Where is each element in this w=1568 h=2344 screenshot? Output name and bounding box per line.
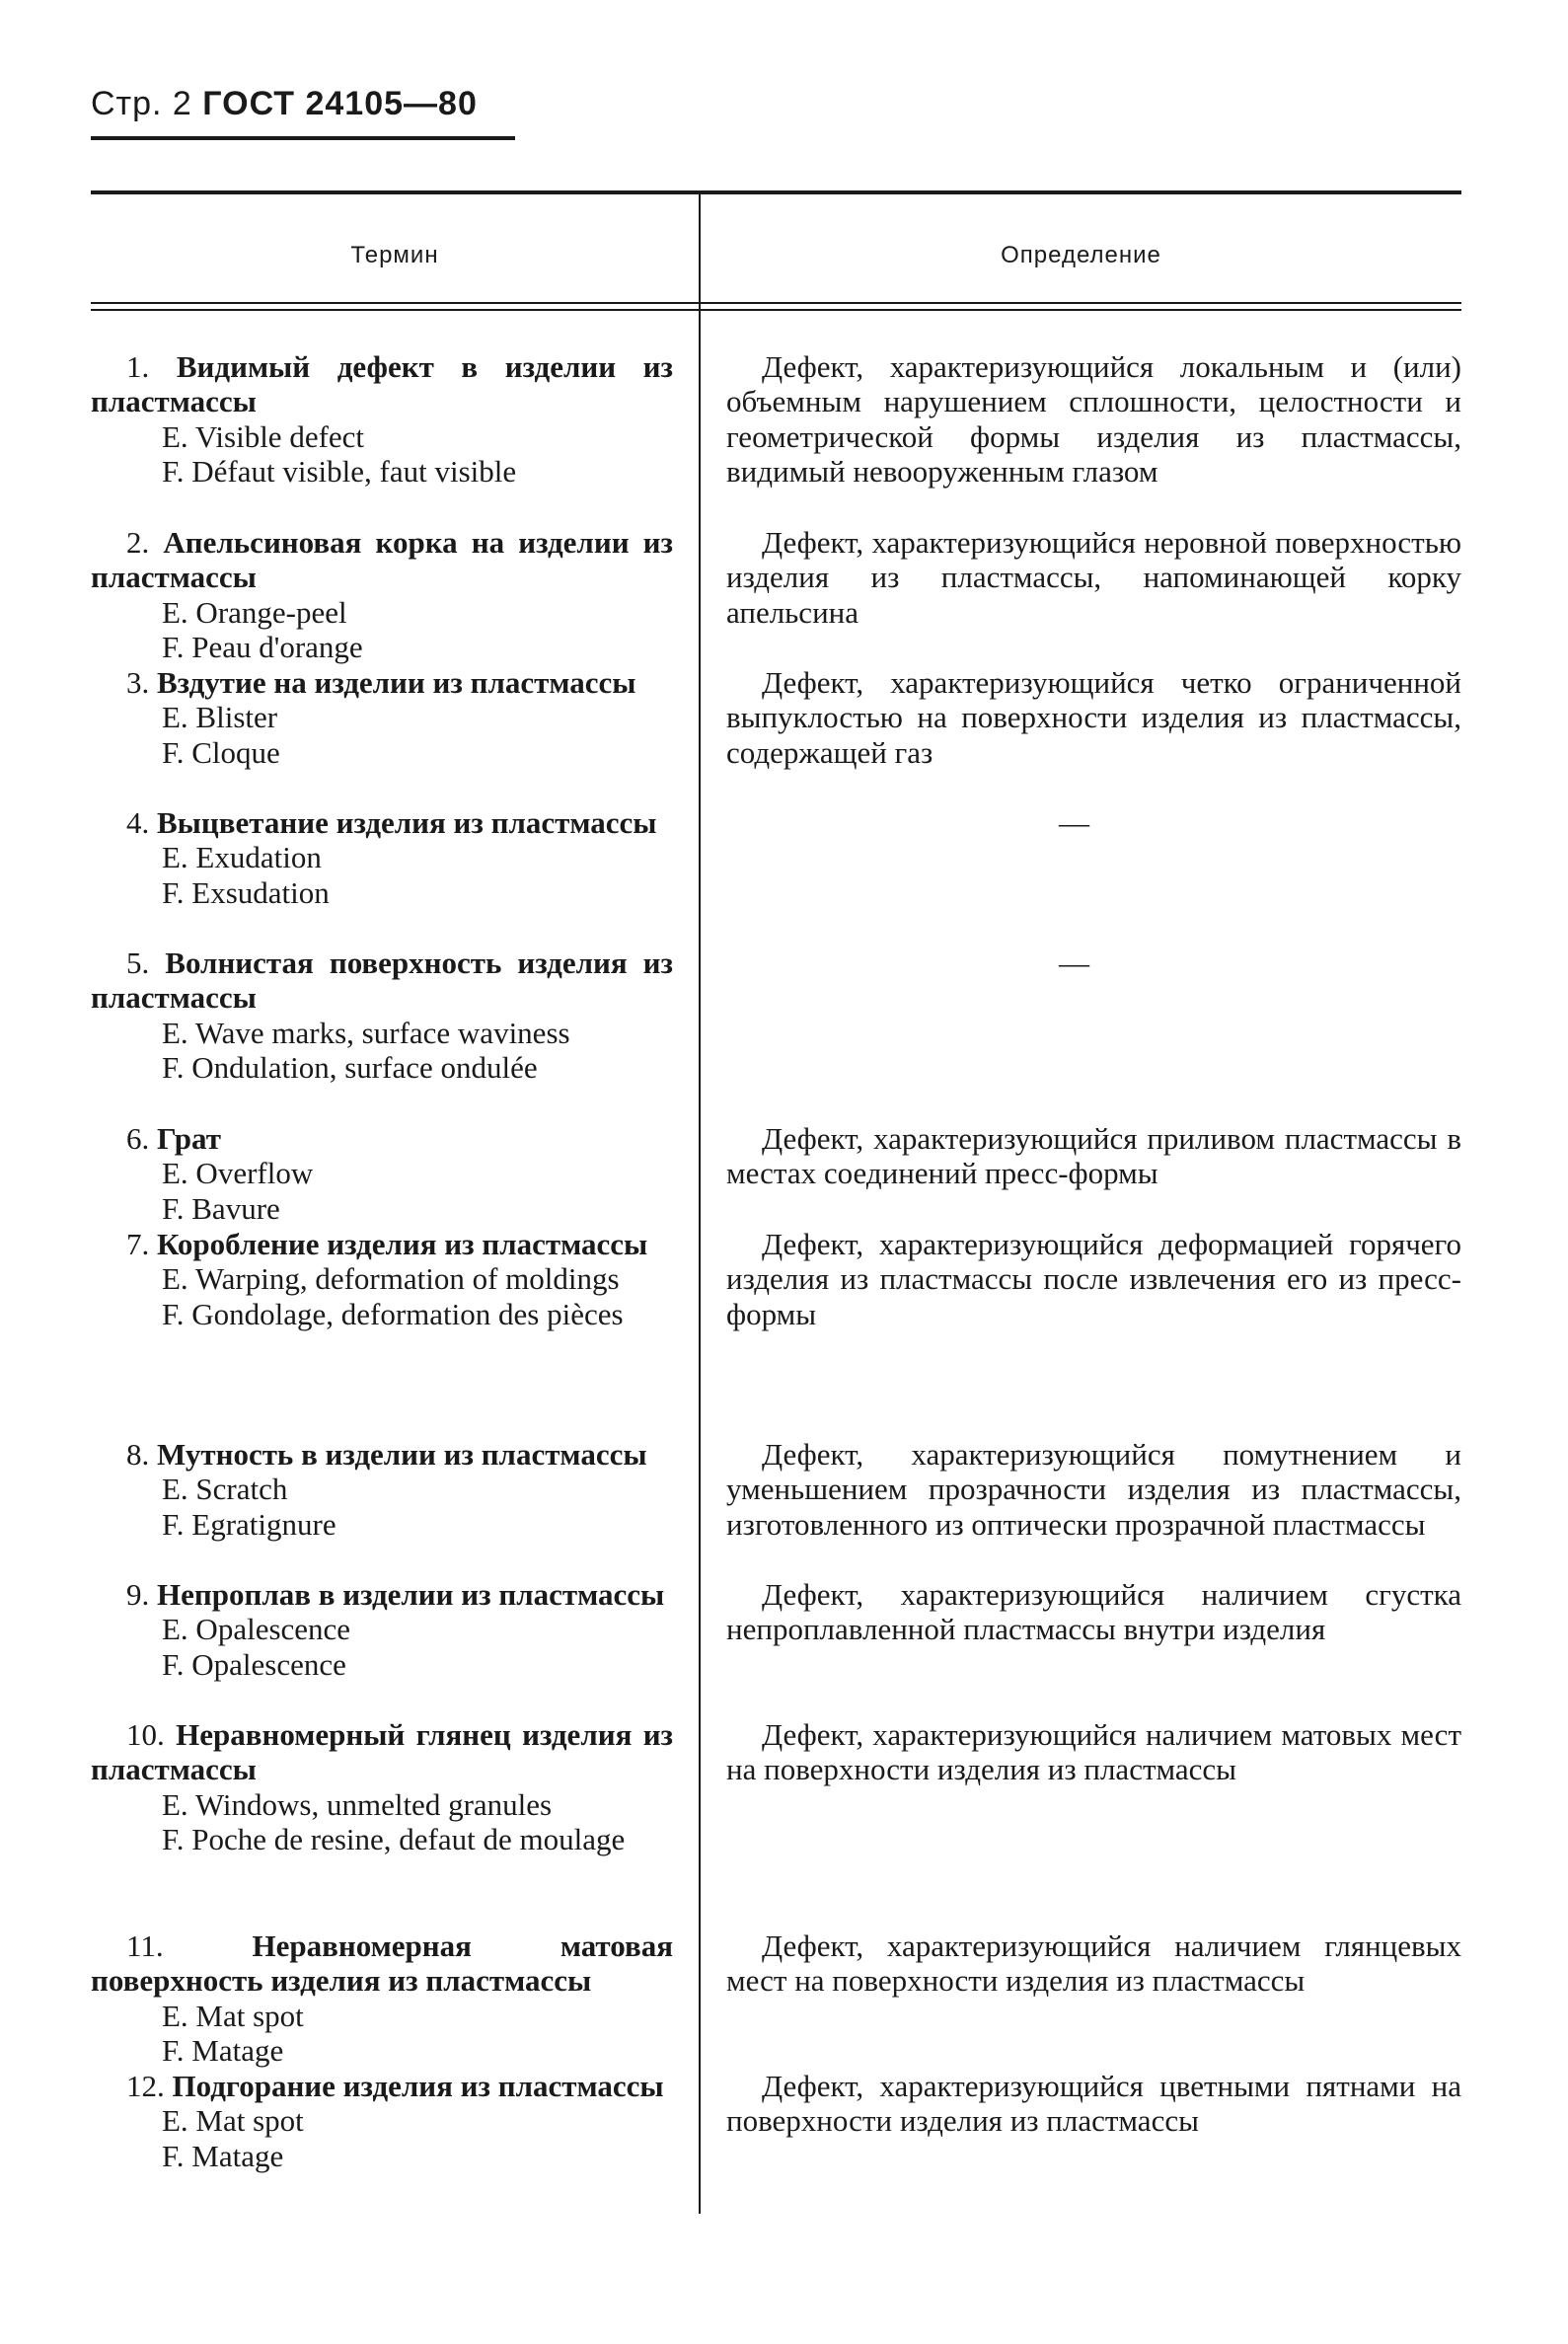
definition-text: Дефект, характеризующийся помутнением и уменьшением прозрачности изделия из пластмассы, изготовленного из оптически прозрачной пластмассы — [726, 1437, 1461, 1542]
term-heading — [91, 1577, 673, 1612]
term-english: E. Scratch — [162, 1472, 288, 1507]
column-header-term: Термин — [350, 242, 439, 268]
term-french: F. Peau d'orange — [162, 630, 363, 665]
column-header-definition: Определение — [1001, 242, 1161, 268]
definition-dash: — — [1059, 945, 1089, 980]
term-cell — [91, 1577, 673, 1682]
term-number: 9. — [126, 1577, 150, 1612]
term-number: 7. — [126, 1227, 150, 1261]
term-cell — [91, 665, 673, 770]
term-french: F. Exsudation — [162, 874, 330, 910]
term-number: 11. — [126, 1928, 164, 1963]
term-name: Выцветание изделия из пластмассы — [157, 805, 657, 840]
term-number: 8. — [126, 1437, 150, 1472]
definition-text: Дефект, характеризующийся приливом пластмассы в местах соединений пресс-формы — [726, 1121, 1461, 1191]
definition-cell — [726, 349, 1461, 490]
term-heading — [91, 1717, 673, 1787]
term-cell — [91, 349, 673, 490]
definition-text: Дефект, характеризующийся деформацией горячего изделия из пластмассы после извлечения его из пресс-формы — [726, 1227, 1461, 1331]
definition-cell — [726, 805, 1461, 840]
term-heading — [91, 1928, 673, 1999]
term-name: Апельсиновая корка на изделии из пластмассы — [91, 525, 673, 595]
term-number: 12. — [126, 2069, 165, 2103]
term-english: E. Orange-peel — [162, 594, 347, 630]
term-heading — [91, 1437, 673, 1472]
term-french: F. Gondolage, deformation des pièces — [162, 1296, 624, 1331]
term-number: 10. — [126, 1717, 165, 1752]
definition-text: Дефект, характеризующийся цветными пятнами на поверхности изделия из пластмассы — [726, 2069, 1461, 2139]
term-name: Грат — [157, 1121, 221, 1156]
term-name: Видимый дефект в изделии из пластмассы — [91, 349, 673, 419]
term-heading — [91, 1121, 673, 1156]
term-name: Волнистая поверхность изделия из пластмассы — [91, 945, 673, 1016]
header-double-rule — [91, 302, 1461, 304]
term-english: E. Overflow — [162, 1156, 314, 1191]
table-top-rule — [91, 190, 1461, 194]
term-english: E. Mat spot — [162, 1998, 304, 2033]
definition-cell — [726, 945, 1461, 980]
definition-text: Дефект, характеризующийся локальным и (или) объемным нарушением сплошности, целостности и геометрической формы изделия из пластмассы, видимый невооруженным глазом — [726, 349, 1461, 490]
term-french: F. Poche de resine, defaut de moulage — [162, 1822, 626, 1857]
definition-text: Дефект, характеризующийся наличием сгустка непроплавленной пластмассы внутри изделия — [726, 1577, 1461, 1647]
definition-text: Дефект, характеризующийся наличием матовых мест на поверхности изделия из пластмассы — [726, 1717, 1461, 1787]
term-name: Вздутие на изделии из пластмассы — [157, 665, 636, 700]
page-number: Стр. 2 — [91, 85, 192, 122]
term-english: E. Windows, unmelted granules — [162, 1786, 553, 1822]
definition-cell — [726, 1227, 1461, 1331]
term-cell — [91, 1928, 673, 2069]
term-heading — [91, 525, 673, 595]
term-french: F. Cloque — [162, 734, 280, 770]
definition-cell — [726, 1121, 1461, 1191]
term-english: E. Blister — [162, 700, 278, 735]
term-name: Непроплав в изделии из пластмассы — [157, 1577, 665, 1612]
term-french: F. Bavure — [162, 1190, 280, 1226]
term-number: 5. — [126, 945, 150, 980]
definition-cell — [726, 525, 1461, 630]
definition-cell — [726, 1717, 1461, 1787]
term-cell — [91, 1437, 673, 1542]
term-number: 3. — [126, 665, 150, 700]
term-name: Подгорание изделия из пластмассы — [172, 2069, 664, 2103]
header-double-rule-2 — [91, 309, 1461, 311]
term-french: F. Egratignure — [162, 1506, 336, 1542]
header-underline — [91, 136, 515, 140]
term-english: E. Warping, deformation of moldings — [162, 1261, 620, 1297]
definition-cell — [726, 2069, 1461, 2139]
definition-cell — [726, 665, 1461, 770]
term-english: E. Opalescence — [162, 1612, 351, 1647]
term-french: F. Ondulation, surface ondulée — [162, 1050, 538, 1086]
term-heading — [91, 1227, 673, 1261]
term-name: Неравномерный глянец изделия из пластмассы — [91, 1717, 674, 1787]
definition-cell — [726, 1577, 1461, 1647]
term-number: 1. — [126, 349, 150, 384]
term-english: E. Exudation — [162, 840, 322, 875]
definition-text: Дефект, характеризующийся неровной поверхностью изделия из пластмассы, напоминающей корку апельсина — [726, 525, 1461, 630]
term-english: E. Wave marks, surface waviness — [162, 1015, 570, 1050]
definition-dash: — — [1059, 805, 1089, 840]
term-french: F. Matage — [162, 2138, 284, 2173]
term-english: E. Visible defect — [162, 418, 365, 454]
term-cell — [91, 1121, 673, 1226]
term-number: 4. — [126, 805, 150, 840]
term-cell — [91, 805, 673, 910]
definition-text: Дефект, характеризующийся наличием глянцевых мест на поверхности изделия из пластмассы — [726, 1928, 1461, 1999]
term-name: Коробление изделия из пластмассы — [157, 1227, 648, 1261]
term-french: F. Opalescence — [162, 1646, 346, 1682]
standard-number: ГОСТ 24105—80 — [202, 85, 478, 122]
term-number: 6. — [126, 1121, 150, 1156]
term-heading — [91, 945, 673, 1016]
term-heading — [91, 805, 673, 840]
term-cell — [91, 525, 673, 665]
term-heading — [91, 665, 673, 700]
term-name: Неравномерная матовая поверхность изделия из пластмассы — [91, 1928, 673, 1999]
term-cell — [91, 2069, 673, 2173]
definition-cell — [726, 1928, 1461, 1999]
term-heading — [91, 2069, 673, 2103]
term-heading — [91, 349, 673, 419]
term-number: 2. — [126, 525, 150, 560]
definition-text: Дефект, характеризующийся четко ограниченной выпуклостью на поверхности изделия из пластмассы, содержащей газ — [726, 665, 1461, 770]
column-divider — [699, 190, 701, 2214]
term-cell — [91, 1717, 673, 1857]
term-cell — [91, 1227, 673, 1331]
page-header — [91, 85, 478, 123]
term-french: F. Matage — [162, 2033, 284, 2069]
term-name: Мутность в изделии из пластмассы — [157, 1437, 647, 1472]
term-french: F. Défaut visible, faut visible — [162, 454, 517, 490]
term-cell — [91, 945, 673, 1086]
definition-cell — [726, 1437, 1461, 1542]
term-english: E. Mat spot — [162, 2103, 304, 2139]
